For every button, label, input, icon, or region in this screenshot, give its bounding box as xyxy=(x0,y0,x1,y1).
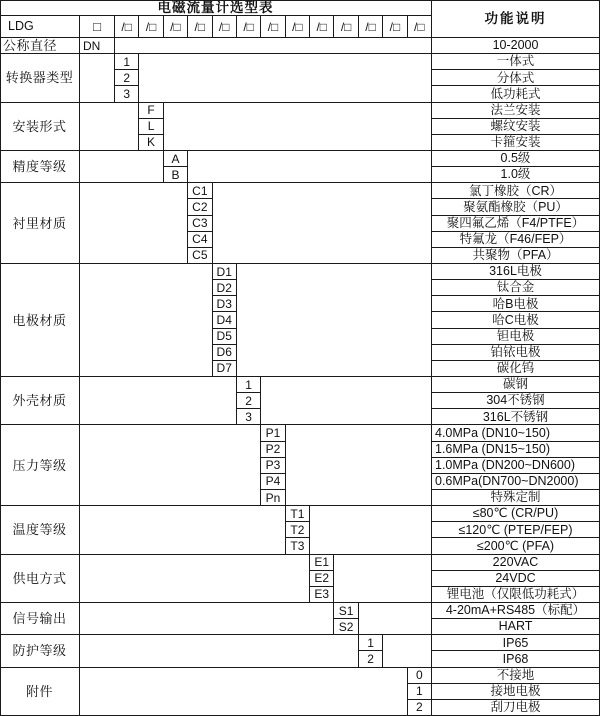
option-code-cell: 3 xyxy=(115,86,139,102)
option-code-cell: C5 xyxy=(188,248,212,264)
option-code-cell: F xyxy=(139,103,163,119)
option-code-cell: A xyxy=(164,151,188,167)
model-code-slot-icon: /□ xyxy=(213,16,237,38)
option-function-cell: 304不锈钢 xyxy=(432,393,600,409)
diameter-code-cell: DN xyxy=(80,38,115,54)
option-function-cell: 0.6MPa(DN700~DN2000) xyxy=(432,474,600,490)
model-code-slot-icon: /□ xyxy=(383,16,407,38)
model-code-slot-icon: /□ xyxy=(164,16,188,38)
option-code-cell: C3 xyxy=(188,216,212,232)
category-gap-left xyxy=(80,668,408,716)
option-code-cell: 3 xyxy=(237,409,261,425)
option-function-cell: 特氟龙（F46/FEP） xyxy=(432,232,600,248)
model-code-box-icon: □ xyxy=(80,16,115,38)
model-code-slot-icon: /□ xyxy=(115,16,139,38)
option-code-cell: B xyxy=(164,167,188,183)
option-code-cell: S1 xyxy=(334,603,358,619)
option-code-cell: C2 xyxy=(188,199,212,215)
model-code-slot-icon: /□ xyxy=(408,16,432,38)
option-function-cell: 哈C电极 xyxy=(432,312,600,328)
model-prefix-cell: LDG xyxy=(0,16,80,38)
option-function-cell: 共聚物（PFA） xyxy=(432,248,600,264)
option-code-cell: 2 xyxy=(237,393,261,409)
option-function-cell: 316L电极 xyxy=(432,264,600,280)
category-label: 压力等级 xyxy=(0,425,80,506)
option-code-cell: 1 xyxy=(115,54,139,70)
option-function-cell: 刮刀电极 xyxy=(432,700,600,716)
option-function-cell: ≤200℃ (PFA) xyxy=(432,538,600,554)
model-code-slot-icon: /□ xyxy=(334,16,358,38)
option-code-cell: E2 xyxy=(310,571,334,587)
option-function-cell: IP68 xyxy=(432,651,600,667)
option-function-cell: 法兰安装 xyxy=(432,103,600,119)
diameter-gap-cell xyxy=(115,38,432,54)
option-code-cell: 1 xyxy=(408,684,432,700)
option-code-cell: E1 xyxy=(310,555,334,571)
category-label: 电极材质 xyxy=(0,264,80,377)
option-code-cell: 2 xyxy=(115,70,139,86)
category-label: 供电方式 xyxy=(0,555,80,603)
model-code-slot-icon: /□ xyxy=(139,16,163,38)
category-gap-right xyxy=(237,264,432,377)
option-code-cell: T2 xyxy=(286,522,310,538)
category-label: 防护等级 xyxy=(0,635,80,667)
option-function-cell: 1.0MPa (DN200~DN600) xyxy=(432,458,600,474)
category-label: 衬里材质 xyxy=(0,183,80,264)
option-function-cell: 接地电极 xyxy=(432,684,600,700)
option-code-cell: C4 xyxy=(188,232,212,248)
option-function-cell: 氯丁橡胶（CR） xyxy=(432,183,600,199)
option-code-cell: C1 xyxy=(188,183,212,199)
category-gap-left xyxy=(80,183,188,264)
category-gap-right xyxy=(188,151,432,183)
category-gap-right xyxy=(383,635,432,667)
model-code-slot-icon: /□ xyxy=(237,16,261,38)
option-code-cell: D5 xyxy=(213,329,237,345)
model-code-slot-icon: /□ xyxy=(188,16,212,38)
option-function-cell: 低功耗式 xyxy=(432,86,600,102)
option-function-cell: 聚氨酯橡胶（PU） xyxy=(432,199,600,215)
option-function-cell: 哈B电极 xyxy=(432,296,600,312)
category-gap-left xyxy=(80,555,310,603)
option-code-cell: 1 xyxy=(359,635,383,651)
option-code-cell: D2 xyxy=(213,280,237,296)
category-gap-right xyxy=(261,377,432,425)
option-function-cell: 4.0MPa (DN10~150) xyxy=(432,425,600,441)
category-gap-left xyxy=(80,425,261,506)
option-function-cell: ≤120℃ (PTEP/FEP) xyxy=(432,522,600,538)
diameter-function-cell: 10-2000 xyxy=(432,38,600,54)
option-code-cell: S2 xyxy=(334,619,358,635)
model-code-slot-icon: /□ xyxy=(310,16,334,38)
option-function-cell: 316L不锈钢 xyxy=(432,409,600,425)
option-code-cell: L xyxy=(139,119,163,135)
option-code-cell: K xyxy=(139,135,163,151)
option-function-cell: 220VAC xyxy=(432,555,600,571)
option-code-cell: 2 xyxy=(408,700,432,716)
option-function-cell: 4-20mA+RS485（标配） xyxy=(432,603,600,619)
category-gap-left xyxy=(80,264,213,377)
option-code-cell: 0 xyxy=(408,668,432,684)
option-function-cell: 螺纹安装 xyxy=(432,119,600,135)
option-function-cell: 碳钢 xyxy=(432,377,600,393)
category-gap-left xyxy=(80,635,359,667)
option-function-cell: HART xyxy=(432,619,600,635)
category-label: 温度等级 xyxy=(0,506,80,554)
category-gap-right xyxy=(213,183,432,264)
option-function-cell: 24VDC xyxy=(432,571,600,587)
model-code-slot-icon: /□ xyxy=(286,16,310,38)
category-label: 信号输出 xyxy=(0,603,80,635)
option-function-cell: 聚四氟乙烯（F4/PTFE） xyxy=(432,216,600,232)
option-function-cell: 不接地 xyxy=(432,668,600,684)
option-function-cell: 特殊定制 xyxy=(432,490,600,506)
option-code-cell: D6 xyxy=(213,345,237,361)
option-code-cell: P1 xyxy=(261,425,285,441)
option-function-cell: 碳化钨 xyxy=(432,361,600,377)
category-gap-left xyxy=(80,54,115,102)
option-function-cell: 1.0级 xyxy=(432,167,600,183)
option-function-cell: 钛合金 xyxy=(432,280,600,296)
model-code-slot-icon: /□ xyxy=(261,16,285,38)
option-function-cell: 铂铱电极 xyxy=(432,345,600,361)
category-label: 外壳材质 xyxy=(0,377,80,425)
option-function-cell: 0.5级 xyxy=(432,151,600,167)
option-function-cell: IP65 xyxy=(432,635,600,651)
option-code-cell: 1 xyxy=(237,377,261,393)
category-gap-right xyxy=(286,425,432,506)
category-label: 安装形式 xyxy=(0,103,80,151)
option-code-cell: Pn xyxy=(261,490,285,506)
model-code-slot-icon: /□ xyxy=(359,16,383,38)
category-gap-left xyxy=(80,103,139,151)
option-code-cell: D1 xyxy=(213,264,237,280)
category-gap-right xyxy=(310,506,432,554)
category-label: 附件 xyxy=(0,668,80,716)
category-gap-right xyxy=(139,54,432,102)
option-code-cell: 2 xyxy=(359,651,383,667)
option-code-cell: D3 xyxy=(213,296,237,312)
category-label: 精度等级 xyxy=(0,151,80,183)
category-gap-right xyxy=(334,555,432,603)
option-function-cell: 锂电池（仅限低功耗式） xyxy=(432,587,600,603)
category-gap-left xyxy=(80,377,237,425)
option-function-cell: ≤80℃ (CR/PU) xyxy=(432,506,600,522)
option-code-cell: P3 xyxy=(261,458,285,474)
option-function-cell: 分体式 xyxy=(432,70,600,86)
option-code-cell: T3 xyxy=(286,538,310,554)
option-code-cell: P2 xyxy=(261,442,285,458)
category-gap-left xyxy=(80,151,164,183)
category-gap-left xyxy=(80,603,334,635)
table-title: 电磁流量计选型表 xyxy=(0,0,432,16)
option-function-cell: 钽电极 xyxy=(432,329,600,345)
option-code-cell: T1 xyxy=(286,506,310,522)
category-label: 转换器类型 xyxy=(0,54,80,102)
category-gap-right xyxy=(164,103,432,151)
option-function-cell: 卡箍安装 xyxy=(432,135,600,151)
category-gap-right xyxy=(359,603,432,635)
option-function-cell: 1.6MPa (DN15~150) xyxy=(432,442,600,458)
option-code-cell: P4 xyxy=(261,474,285,490)
option-function-cell: 一体式 xyxy=(432,54,600,70)
option-code-cell: D4 xyxy=(213,312,237,328)
diameter-label: 公称直径 xyxy=(0,38,80,54)
function-column-header: 功能说明 xyxy=(432,0,600,38)
category-gap-left xyxy=(80,506,286,554)
option-code-cell: E3 xyxy=(310,587,334,603)
option-code-cell: D7 xyxy=(213,361,237,377)
